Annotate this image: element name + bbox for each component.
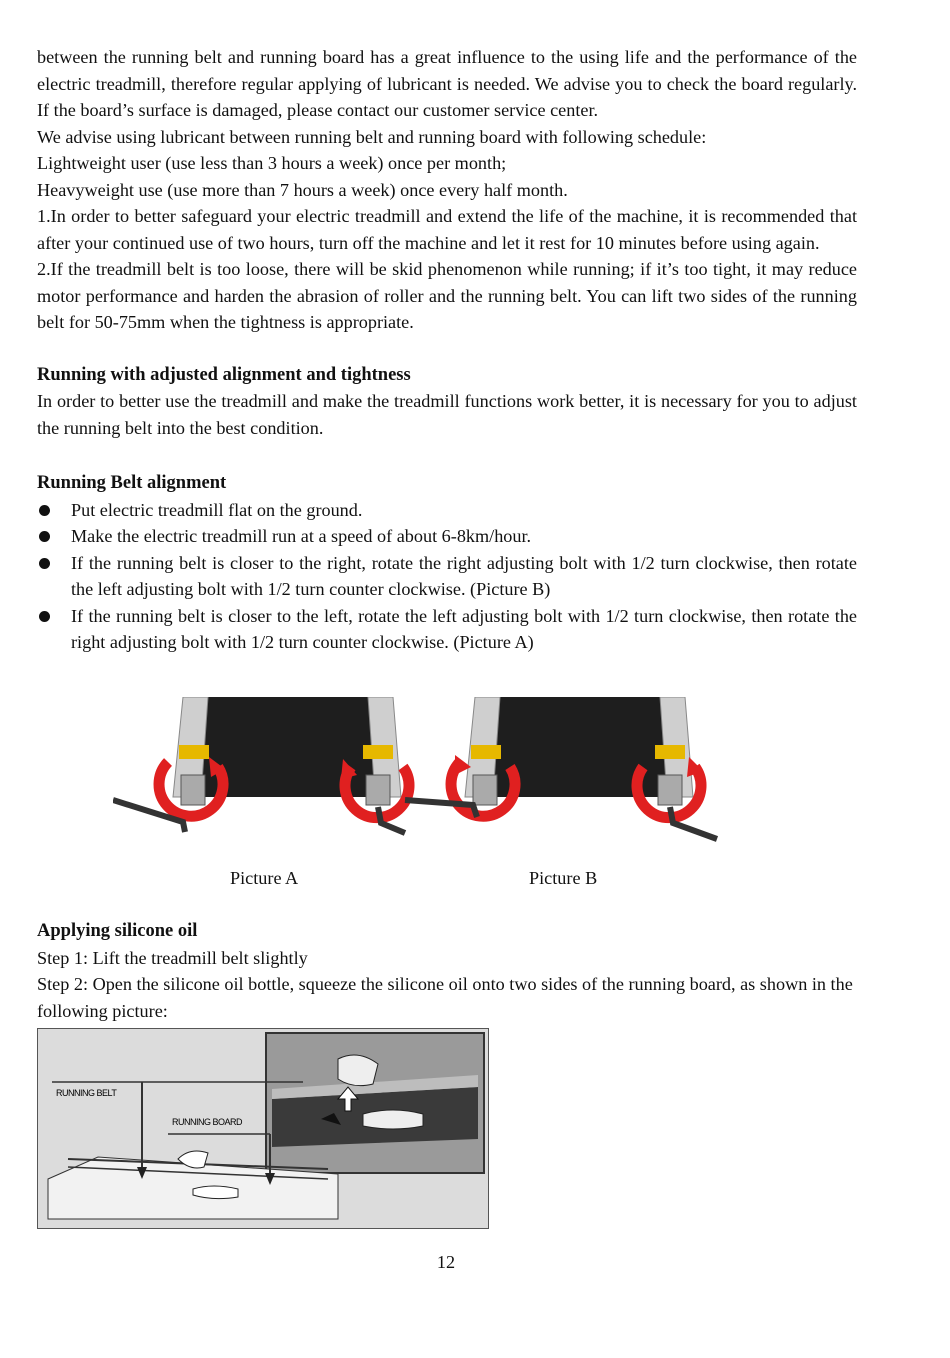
intro-paragraph-1: between the running belt and running board has a great influence to the using life and the performance of the electric treadmill, therefore regular applying of lubricant is needed. We advise you to check the board regularly. If the board’s surface is damaged, please contact our customer service center. [37,47,857,120]
running-board-label: RUNNING BOARD [172,1117,243,1127]
belt-adjustment-figures [113,697,723,847]
list-item [37,550,857,603]
intro-paragraph-6: 2.If the treadmill belt is too loose, there will be skid phenomenon while running; if it’s too tight, it may reduce motor performance and harden the abrasion of roller and the running belt. You can lift two sides of the running belt for 50-75mm when the tightness is appropriate. [37,259,857,332]
oil-heading: Applying silicone oil [37,921,198,941]
picture-b-illustration [405,697,717,839]
picture-a-caption: Picture A [230,868,299,888]
picture-b-caption: Picture B [529,868,598,888]
adjust-body: In order to better use the treadmill and make the treadmill functions work better, it is necessary for you to adjust the running belt into the best condition. [37,391,857,438]
page-body [37,44,857,656]
list-item-text: If the running belt is closer to the left, rotate the left adjusting bolt with 1/2 turn clockwise, then rotate the right adjusting bolt with 1/2 turn counter clockwise. (Picture A) [71,605,857,652]
treadmill-bolt-illustration [113,697,723,847]
oil-step-1: Step 1: Lift the treadmill belt slightly [37,947,308,968]
oil-step-2: Step 2: Open the silicone oil bottle, squeeze the silicone oil onto two sides of the running board, as shown in the following picture: [37,974,853,1021]
picture-a-illustration [113,697,409,833]
intro-paragraph-3: Lightweight user (use less than 3 hours a week) once per month; [37,153,507,173]
adjust-heading: Running with adjusted alignment and tightness [37,364,411,385]
alignment-list [37,497,857,656]
intro-paragraph-2: We advise using lubricant between running belt and running board with following schedule: [37,126,707,147]
silicone-oil-illustration [37,1028,489,1229]
oil-section [37,918,857,1024]
list-item [37,497,857,524]
list-item-text: If the running belt is closer to the right, rotate the right adjusting bolt with 1/2 turn clockwise, then rotate the left adjusting bolt with 1/2 turn counter clockwise. (Picture B) [71,552,857,599]
intro-paragraph-4: Heavyweight use (use more than 7 hours a week) once every half month. [37,179,568,200]
alignment-heading: Running Belt alignment [37,473,227,493]
running-belt-label: RUNNING BELT [56,1088,117,1098]
running-board-diagram [38,1029,488,1228]
page-number: 12 [436,1252,456,1272]
list-item [37,523,857,550]
bullet-icon [39,611,50,622]
list-item [37,603,857,656]
intro-paragraph-5: 1.In order to better safeguard your electric treadmill and extend the life of the machine, it is recommended that after your continued use of two hours, turn off the machine and let it rest for 10 minutes before using again. [37,206,857,253]
list-item-text: Make the electric treadmill run at a speed of about 6-8km/hour. [71,526,532,546]
bullet-icon [39,558,50,569]
list-item-text: Put electric treadmill flat on the ground. [71,499,363,520]
bullet-icon [39,531,50,542]
bullet-icon [39,505,50,516]
